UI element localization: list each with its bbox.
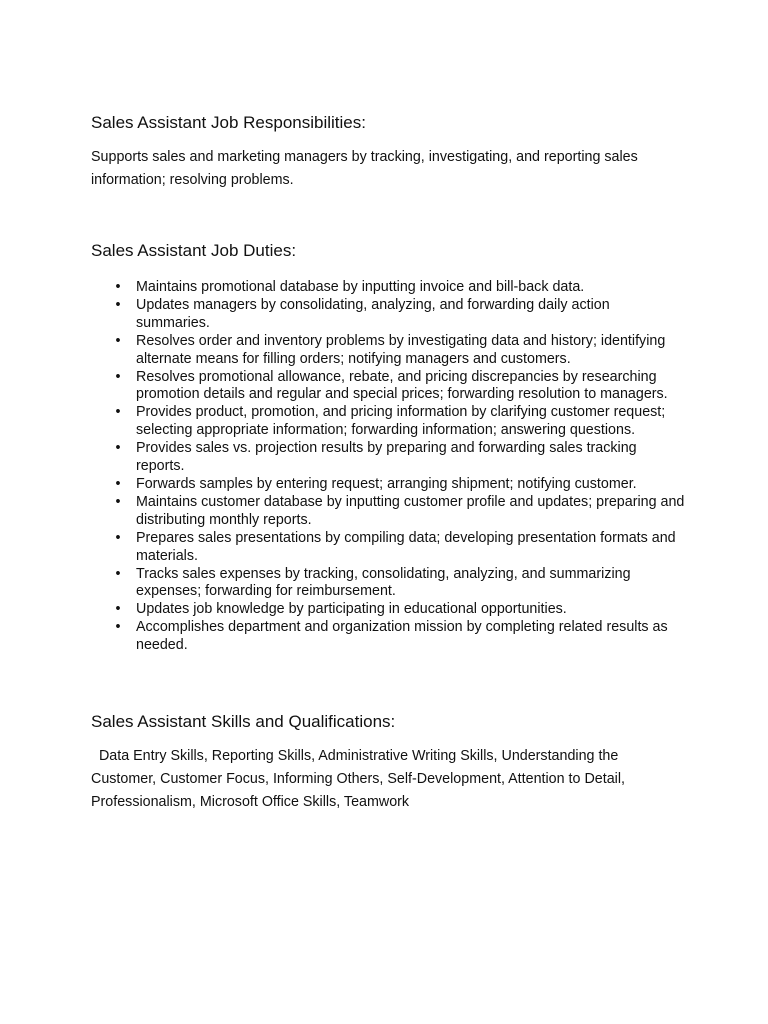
duty-item xyxy=(91,333,686,369)
duty-text: Forwards samples by entering request; arranging shipment; notifying customer. xyxy=(136,475,637,492)
duty-text: Provides product, promotion, and pricing information by clarifying customer request; selecting appropriate information; forwarding information; answering questions. xyxy=(136,404,666,439)
bullet-icon: • xyxy=(115,493,121,510)
bullet-icon: • xyxy=(115,279,121,295)
duty-item xyxy=(91,279,686,297)
bullet-icon: • xyxy=(115,619,121,636)
duty-item xyxy=(91,440,686,476)
duties-heading: Sales Assistant Job Duties: xyxy=(91,241,297,260)
skills-heading: Sales Assistant Skills and Qualifications: xyxy=(91,712,396,731)
duties-list xyxy=(91,279,686,655)
duty-text: Provides sales vs. projection results by preparing and forwarding sales tracking reports. xyxy=(136,440,637,475)
duty-item xyxy=(91,601,686,619)
responsibilities-heading: Sales Assistant Job Responsibilities: xyxy=(91,113,366,132)
duty-text: Resolves promotional allowance, rebate, and pricing discrepancies by researching promotion details and regular and special prices; forwarding resolution to managers. xyxy=(136,368,668,403)
duty-item xyxy=(91,530,686,566)
responsibilities-text: Supports sales and marketing managers by tracking, investigating, and reporting sales information; resolving problems. xyxy=(91,149,638,188)
duty-text: Updates job knowledge by participating in educational opportunities. xyxy=(136,601,567,618)
skills-text: Data Entry Skills, Reporting Skills, Administrative Writing Skills, Understanding the Customer, Customer Focus, Informing Others, Self-Development, Attention to Detail, Professionalism, Microsoft Office Skills, Teamwork xyxy=(91,748,629,810)
duty-text: Maintains promotional database by inputting invoice and bill-back data. xyxy=(136,279,585,295)
bullet-icon: • xyxy=(115,529,121,546)
bullet-icon: • xyxy=(115,404,121,421)
duty-item xyxy=(91,404,686,440)
duty-text: Resolves order and inventory problems by investigating data and history; identifying alternate means for filling orders; notifying managers and customers. xyxy=(136,332,666,367)
duty-item xyxy=(91,369,686,405)
duty-text: Tracks sales expenses by tracking, consolidating, analyzing, and summarizing expenses; forwarding for reimbursement. xyxy=(136,565,631,600)
bullet-icon: • xyxy=(115,368,121,385)
duty-text: Accomplishes department and organization mission by completing related results as needed. xyxy=(136,619,668,654)
bullet-icon: • xyxy=(115,475,121,492)
duty-item xyxy=(91,494,686,530)
bullet-icon: • xyxy=(115,332,121,349)
duty-text: Prepares sales presentations by compiling data; developing presentation formats and materials. xyxy=(136,529,676,564)
bullet-icon: • xyxy=(115,296,121,313)
duty-item xyxy=(91,297,686,333)
duty-text: Updates managers by consolidating, analyzing, and forwarding daily action summaries. xyxy=(136,296,610,331)
duty-item xyxy=(91,619,686,655)
bullet-icon: • xyxy=(115,440,121,457)
duty-item xyxy=(91,566,686,602)
bullet-icon: • xyxy=(115,565,121,582)
bullet-icon: • xyxy=(115,601,121,618)
duty-text: Maintains customer database by inputting customer profile and updates; preparing and distributing monthly reports. xyxy=(136,493,685,528)
duty-item xyxy=(91,476,686,494)
